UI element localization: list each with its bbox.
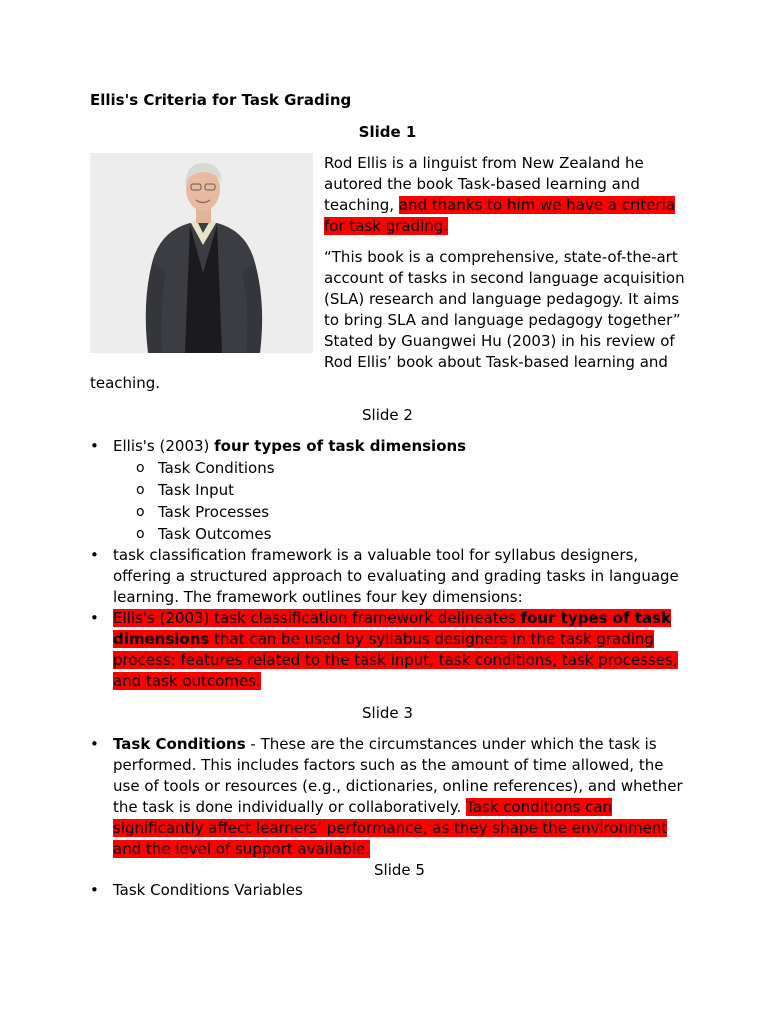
slide1-para1-text: Rod Ellis is a linguist from New Zealand he autored the book Task-based learning and teaching, [324, 154, 644, 214]
slide2-bullet-3 [90, 608, 685, 692]
slide2-subitem [90, 501, 685, 523]
slide3-list [90, 734, 685, 860]
slide2-bullet-1-bold: four types of task dimensions [214, 437, 467, 455]
slide2-list [90, 436, 685, 692]
slide2-subitem [90, 479, 685, 501]
slide3-bullet-1 [90, 734, 685, 860]
author-photo [90, 153, 313, 353]
subitem-label: Task Conditions [158, 459, 275, 477]
sub-marker: o [136, 526, 145, 542]
subitem-label: Task Input [158, 481, 234, 499]
sub-marker: o [136, 504, 145, 520]
slide3-bullet-bold: Task Conditions [113, 735, 246, 753]
slide5-bullet-1: • Task Conditions Variables [90, 880, 685, 901]
slide2-bullet-3-text-a: Ellis's (2003) task classification framework delineates [113, 609, 521, 627]
slide3-bullet-text: - These are the circumstances under which the task is performed. This includes factors such as the amount of time allowed, the use of tools or resources (e.g., dictionaries, online references), and whether the task is done individually or collaboratively. [113, 735, 683, 816]
slide2-subitem [90, 523, 685, 545]
sub-marker: o [136, 482, 145, 498]
slide2-bullet-2: • task classification framework is a valuable tool for syllabus designers, offering a structured approach to evaluating and grading tasks in language learning. The framework outlines four key dimensions: [90, 545, 685, 608]
slide2-bullet-1 [90, 436, 685, 457]
slide2-bullet-3-text-b: that can be used by syllabus designers in the task grading process: features related to the task input, task conditions, task processes, and task outcomes. [113, 630, 678, 690]
subitem-label: Task Processes [158, 503, 270, 521]
portrait-image [90, 153, 313, 353]
slide5-list [90, 880, 685, 901]
slide1-para1-highlight: and thanks to him we have a criteria for task grading. [324, 196, 676, 235]
slide3-bullet-highlight: Task conditions can significantly affect learners’ performance, as they shape the environment and the level of support available. [113, 798, 668, 858]
slide1-paragraph-2: “This book is a comprehensive, state-of-the-art account of tasks in second language acquisition (SLA) research and language pedagogy. It aims to bring SLA and language pedagogy together” Stated by Guangwei Hu (2003) in his review of Rod Ellis’ book about Task-based learning and teaching. [90, 248, 685, 392]
slide2-heading: Slide 2 [362, 406, 413, 424]
sub-marker: o [136, 460, 145, 476]
slide3-heading: Slide 3 [362, 704, 413, 722]
subitem-label: Task Outcomes [158, 525, 272, 543]
slide2-subitem [90, 457, 685, 479]
slide1-heading: Slide 1 [358, 123, 417, 141]
document-page [90, 90, 685, 901]
slide2-bullet-1-text: Ellis's (2003) [113, 437, 215, 455]
slide5-heading: Slide 5 [374, 861, 425, 879]
document-title: Ellis's Criteria for Task Grading [90, 91, 352, 109]
slide2-bullet-3-bold: four types of task dimensions [113, 609, 671, 648]
